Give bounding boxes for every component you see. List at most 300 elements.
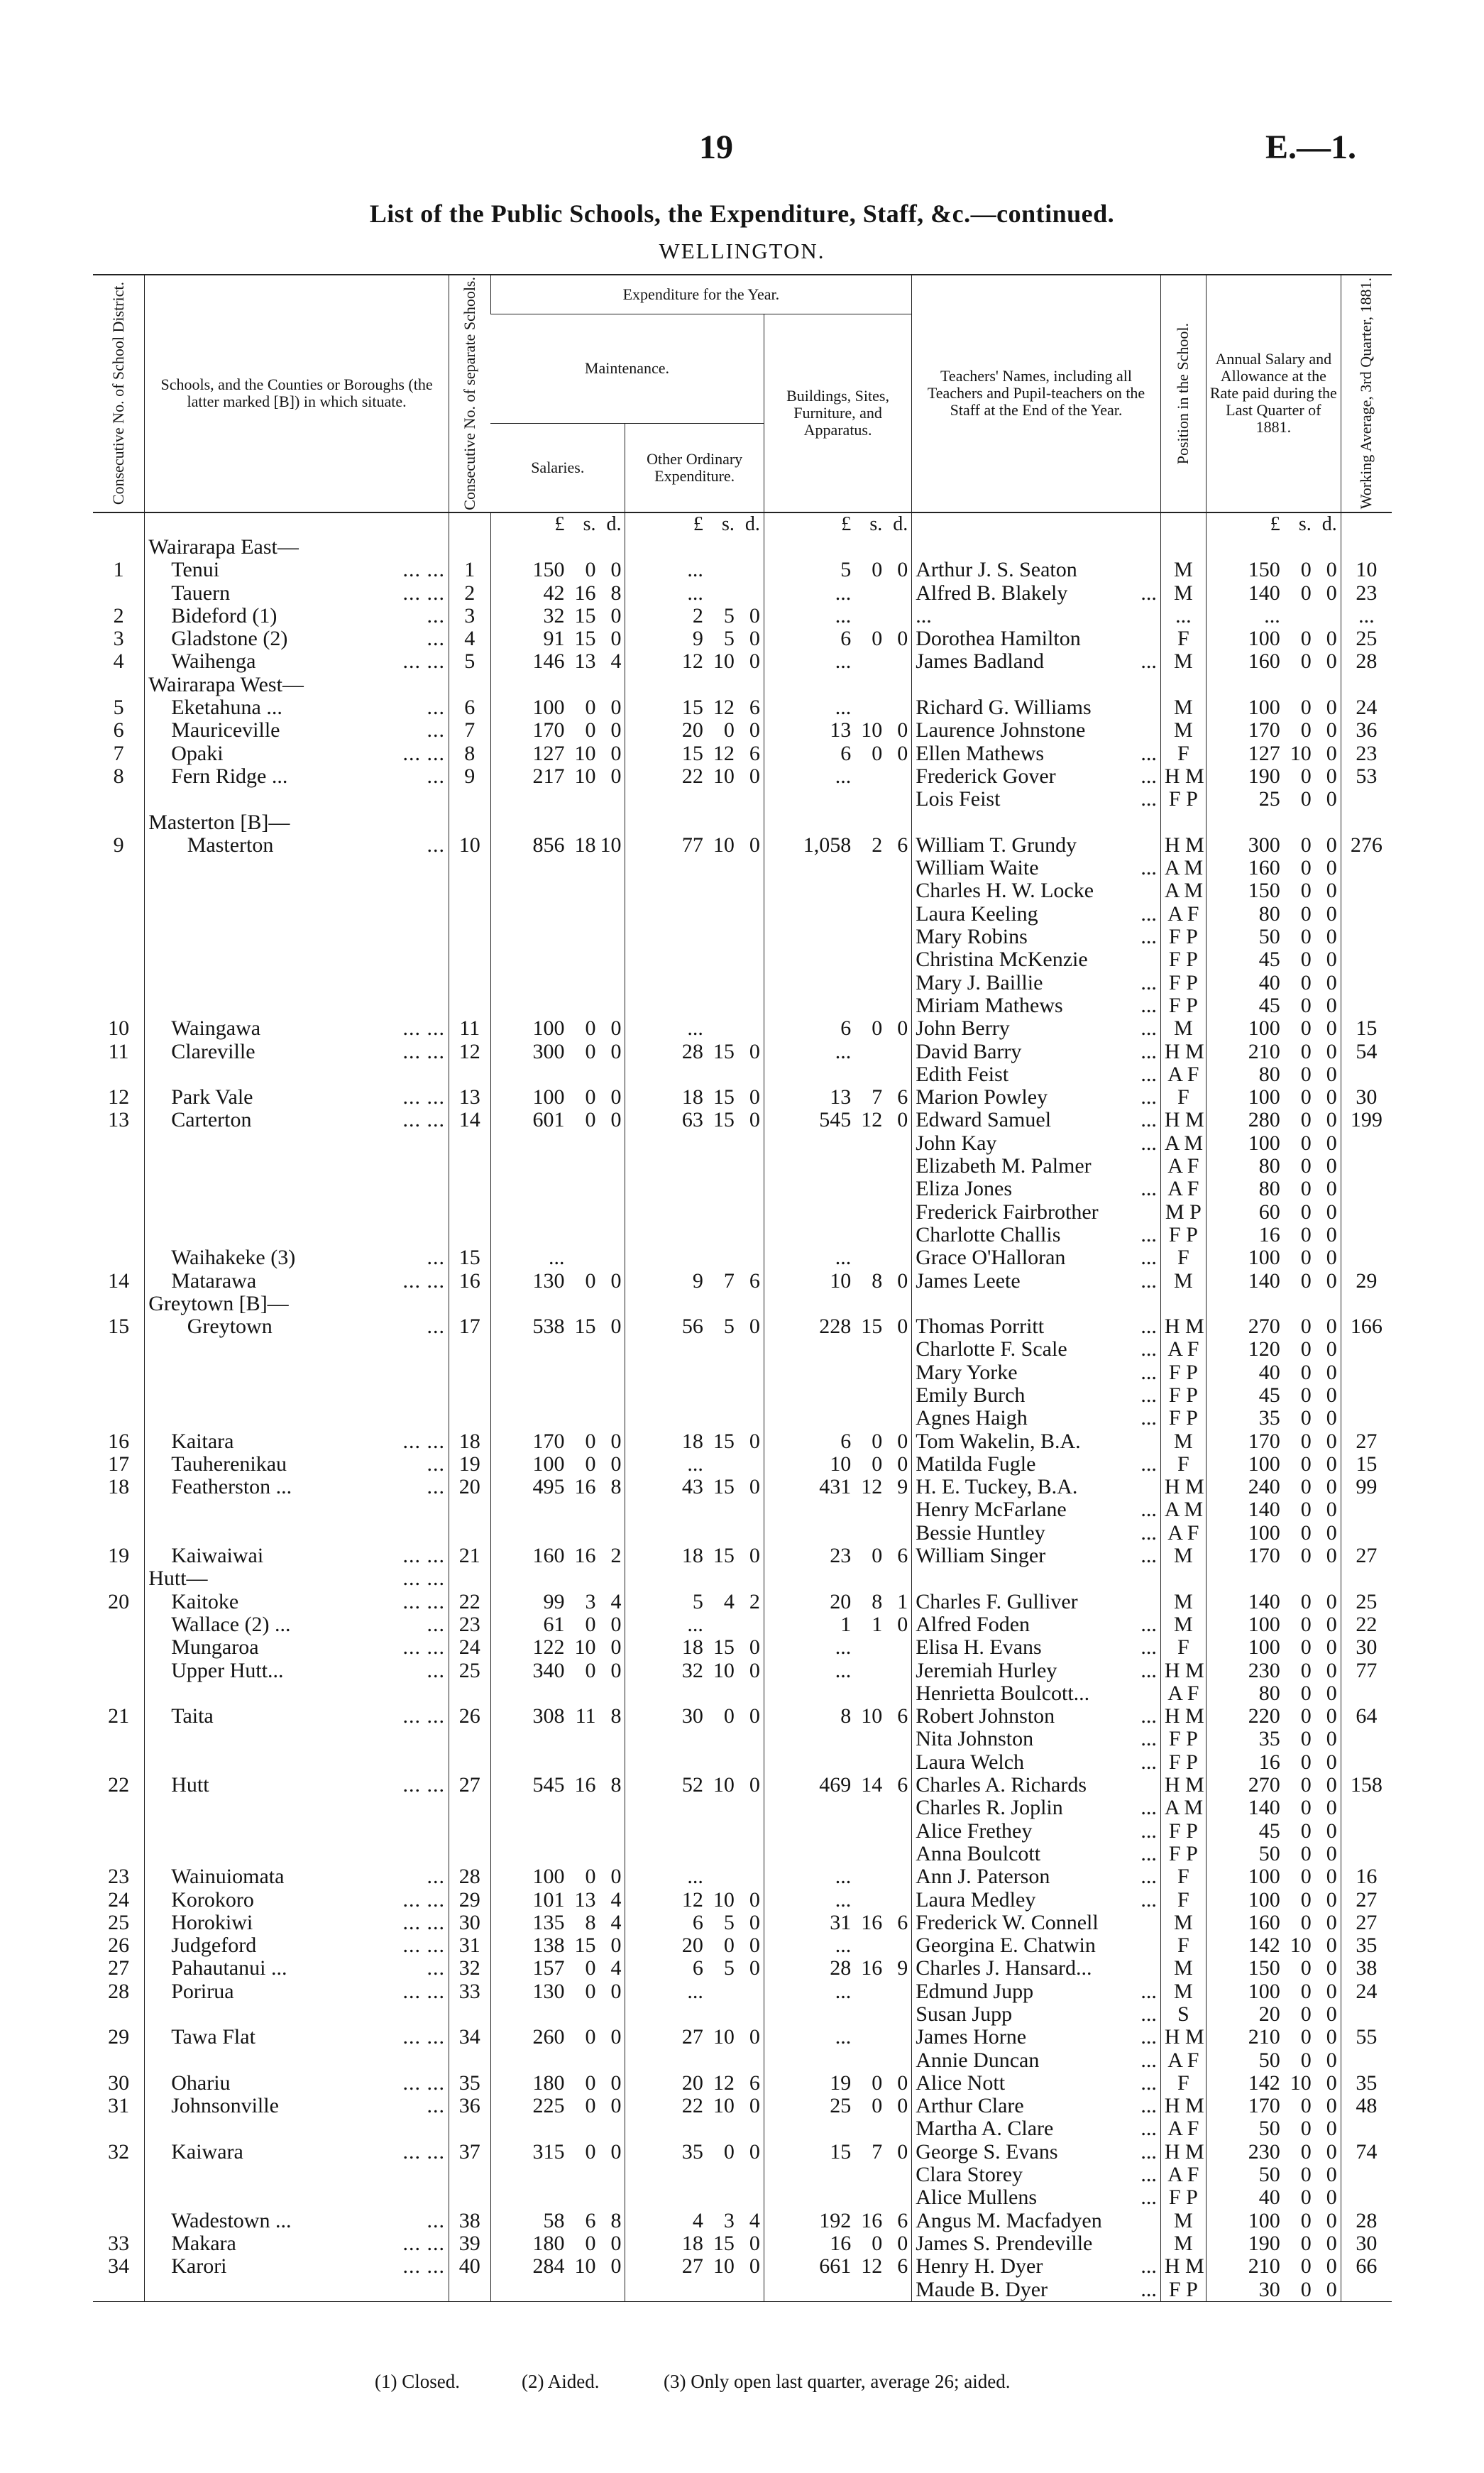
- working-average-cell: 28: [1341, 2210, 1392, 2232]
- annual-salary-cell: [1206, 1545, 1341, 1567]
- teacher-name: Frederick Fairbrother: [916, 1200, 1099, 1224]
- other-expenditure-cell: [625, 1660, 764, 1682]
- pounds: 100: [1248, 627, 1280, 651]
- school-name: Wairarapa West—: [148, 673, 304, 696]
- district-no-cell: 3: [113, 627, 124, 651]
- teacher-cell: [912, 1338, 1161, 1361]
- leader-dots: ... ...: [402, 1269, 445, 1293]
- other-expenditure-cell: [625, 1567, 764, 1590]
- teacher-entry: [916, 1246, 1157, 1269]
- school-cell: [145, 2186, 449, 2209]
- salaries-cell: [490, 2117, 625, 2140]
- annual-salary-cell: [1206, 1522, 1341, 1545]
- pence: [882, 605, 908, 627]
- teacher-entry: [916, 719, 1157, 742]
- shillings: 0: [585, 2232, 596, 2255]
- working-average-cell: [1341, 879, 1392, 902]
- teacher-entry: [916, 2186, 1157, 2209]
- position-cell: A F: [1160, 1155, 1206, 1178]
- leader-dots: ...: [1141, 2026, 1157, 2049]
- salaries-cell: [490, 674, 625, 696]
- buildings-cell: [764, 627, 911, 650]
- buildings-cell: [764, 2117, 911, 2140]
- teacher-name: Ellen Mathews: [916, 742, 1045, 765]
- pounds: 340: [532, 1659, 565, 1682]
- teacher-name: H. E. Tuckey, B.A.: [916, 1476, 1078, 1499]
- school-cell: [145, 834, 449, 857]
- district-no-cell: [93, 1567, 145, 1590]
- pence: 0: [1326, 1498, 1337, 1522]
- pounds: 130: [532, 1980, 565, 2003]
- teacher-entry: [916, 2003, 1157, 2026]
- pence: 0: [1326, 1109, 1337, 1132]
- position-cell: H M: [1160, 1315, 1206, 1338]
- pence: 0: [1326, 1590, 1337, 1613]
- buildings-cell: [764, 857, 911, 879]
- leader-dots: ... ...: [402, 2255, 445, 2279]
- buildings-cell: [764, 834, 911, 857]
- school-cell: [145, 2279, 449, 2302]
- teacher-name: Elizabeth M. Palmer: [916, 1155, 1092, 1178]
- school-cell: [145, 2049, 449, 2072]
- salaries-cell: [490, 1843, 625, 1865]
- teacher-cell: [912, 811, 1161, 834]
- district-no-cell: 22: [108, 1774, 130, 1797]
- buildings-cell: [764, 742, 911, 765]
- pounds: 50: [1258, 926, 1280, 949]
- teacher-name: Emily Burch: [916, 1383, 1026, 1407]
- school-no-cell: 3: [449, 605, 490, 627]
- salaries-cell: [490, 1774, 625, 1797]
- annual-salary-cell: [1206, 1636, 1341, 1659]
- pounds: 495: [532, 1476, 565, 1499]
- working-average-cell: 27: [1341, 1912, 1392, 1934]
- pounds: 25: [830, 2095, 852, 2118]
- shillings: 0: [1300, 1452, 1312, 1476]
- table-row: [93, 1063, 1392, 1086]
- position-cell: F P: [1160, 1224, 1206, 1246]
- annual-salary-cell: [1206, 1063, 1341, 1086]
- shillings: 0: [872, 1452, 883, 1476]
- shillings: 11: [575, 1705, 596, 1728]
- shillings: 0: [585, 2140, 596, 2164]
- teacher-entry: [916, 1751, 1157, 1774]
- leader-dots: ...: [1141, 1888, 1157, 1912]
- teacher-cell: [912, 627, 1161, 650]
- shillings: 0: [1300, 581, 1312, 605]
- teacher-cell: [912, 1660, 1161, 1682]
- teacher-entry: [916, 1201, 1157, 1224]
- school-no-cell: 37: [449, 2141, 490, 2164]
- teacher-entry: [916, 1522, 1157, 1545]
- leader-dots: ... ...: [402, 2140, 445, 2164]
- other-expenditure-cell: [625, 1934, 764, 1957]
- pounds: 50: [1258, 2164, 1280, 2187]
- pounds: 140: [1248, 1269, 1280, 1293]
- school-cell: [145, 1751, 449, 1774]
- school-entry: [148, 536, 445, 559]
- leader-dots: ...: [1141, 1246, 1157, 1270]
- pounds: 170: [1248, 2095, 1280, 2118]
- sal-amount: [495, 2095, 622, 2117]
- working-average-cell: 54: [1341, 1041, 1392, 1063]
- shillings: 0: [1300, 879, 1312, 903]
- teacher-name: John Kay: [916, 1131, 997, 1155]
- school-cell: [145, 1912, 449, 1934]
- school-no-cell: [449, 2164, 490, 2186]
- leader-dots: ...: [427, 1452, 445, 1476]
- district-no-cell: [93, 1293, 145, 1315]
- pounds: 45: [1258, 1819, 1280, 1843]
- school-entry: [148, 1246, 445, 1269]
- pence: 9: [897, 1476, 908, 1499]
- pence: 0: [897, 1430, 908, 1453]
- teacher-name: Lois Feist: [916, 788, 1001, 811]
- shillings: 5: [723, 604, 735, 627]
- other-expenditure-cell: [625, 674, 764, 696]
- school-cell: [145, 1705, 449, 1728]
- district-no-cell: [93, 2049, 145, 2072]
- header-teachers: Teachers' Names, including all Teachers and Pupil-teachers on the Staff at the End of the Year.: [912, 275, 1161, 512]
- school-no-cell: 7: [449, 719, 490, 742]
- school-entry: [148, 1865, 445, 1888]
- other-expenditure-cell: [625, 2255, 764, 2278]
- leader-dots: ...: [427, 1957, 445, 1980]
- pence: 0: [749, 650, 760, 674]
- school-no-cell: 23: [449, 1613, 490, 1636]
- school-no-cell: 14: [449, 1109, 490, 1131]
- teacher-entry: [916, 2072, 1157, 2095]
- buildings-cell: [764, 1453, 911, 1476]
- pounds: 18: [681, 2232, 703, 2255]
- sal-amount: [495, 1086, 622, 1109]
- school-entry: [148, 696, 445, 719]
- pence: 0: [1326, 1063, 1337, 1086]
- pounds: 22: [681, 2095, 703, 2118]
- sal-amount: [495, 1660, 622, 1682]
- leader-dots: ...: [1141, 1407, 1157, 1430]
- working-average-cell: 158: [1341, 1774, 1392, 1797]
- school-cell: [145, 1843, 449, 1865]
- pence: 0: [610, 1613, 622, 1636]
- working-average-cell: 27: [1341, 1430, 1392, 1453]
- position-cell: F: [1160, 1889, 1206, 1912]
- other-expenditure-cell: [625, 2049, 764, 2072]
- district-no-cell: [93, 1338, 145, 1361]
- school-name: Opaki: [171, 742, 224, 765]
- buildings-cell: [764, 2210, 911, 2232]
- other-expenditure-cell: [625, 1613, 764, 1636]
- oth-amount: [629, 1430, 759, 1453]
- table-row: [93, 2072, 1392, 2095]
- teacher-cell: [912, 1957, 1161, 1980]
- pounds: 228: [819, 1315, 852, 1339]
- salaries-cell: [490, 1109, 625, 1131]
- teacher-entry: [916, 1270, 1157, 1293]
- pence: 0: [610, 1040, 622, 1063]
- teacher-entry: [916, 1957, 1157, 1980]
- teacher-cell: [912, 1843, 1161, 1865]
- annual-salary-cell: [1206, 1086, 1341, 1109]
- table-row: [93, 1201, 1392, 1224]
- salaries-cell: [490, 1224, 625, 1246]
- sal-amount: [495, 696, 622, 719]
- school-cell: [145, 1613, 449, 1636]
- teacher-entry: [916, 765, 1157, 788]
- leader-dots: ... ...: [402, 1590, 445, 1613]
- pounds: ...: [835, 1934, 852, 1958]
- sal-amount: [495, 1613, 622, 1636]
- other-expenditure-cell: [625, 2117, 764, 2140]
- salaries-cell: [490, 1797, 625, 1819]
- pounds: 18: [681, 1430, 703, 1453]
- working-average-cell: 15: [1341, 1453, 1392, 1476]
- position-cell: M: [1160, 1017, 1206, 1040]
- annual-salary-cell: [1206, 2232, 1341, 2255]
- buildings-cell: [764, 605, 911, 627]
- annual-salary-cell: [1206, 765, 1341, 788]
- position-cell: F P: [1160, 972, 1206, 994]
- pence: 0: [897, 2071, 908, 2095]
- leader-dots: ... ...: [402, 1040, 445, 1063]
- buildings-cell: [764, 1843, 911, 1865]
- teacher-cell: [912, 2072, 1161, 2095]
- shillings: [703, 1865, 735, 1888]
- other-expenditure-cell: [625, 1178, 764, 1200]
- teacher-cell: [912, 1453, 1161, 1476]
- table-row: [93, 1660, 1392, 1682]
- shillings: 10: [713, 1774, 735, 1797]
- pence: 0: [749, 1430, 760, 1453]
- oth-amount: [629, 1017, 759, 1040]
- teacher-name: Henry H. Dyer: [916, 2255, 1043, 2279]
- header-other-expenditure: Other Ordinary Expenditure.: [625, 423, 764, 512]
- teacher-entry: [916, 1705, 1157, 1728]
- district-no-cell: [93, 1636, 145, 1659]
- teacher-cell: [912, 1017, 1161, 1040]
- salaries-cell: [490, 2095, 625, 2117]
- pence: 0: [1326, 2026, 1337, 2049]
- pounds: 220: [1248, 1705, 1280, 1728]
- school-cell: [145, 742, 449, 765]
- salaries-cell: [490, 1086, 625, 1109]
- other-expenditure-cell: [625, 1980, 764, 2003]
- pounds: 10: [830, 1269, 852, 1293]
- pence: 0: [897, 2232, 908, 2255]
- pounds: 210: [1248, 2026, 1280, 2049]
- annual-salary-cell: [1206, 605, 1341, 627]
- salaries-cell: [490, 1865, 625, 1888]
- oth-amount: [629, 696, 759, 719]
- pence: 10: [600, 833, 622, 857]
- shillings: 0: [872, 1017, 883, 1041]
- pence: 0: [749, 2140, 760, 2164]
- salaries-cell: [490, 765, 625, 788]
- pounds: 210: [1248, 1040, 1280, 1063]
- salaries-cell: [490, 605, 625, 627]
- pence: 0: [1326, 1315, 1337, 1339]
- unit-pound: £: [554, 512, 565, 535]
- school-cell: [145, 2210, 449, 2232]
- pounds: 50: [1258, 2049, 1280, 2072]
- school-entry: [148, 1705, 445, 1728]
- buildings-cell: [764, 1041, 911, 1063]
- shillings: 16: [861, 1911, 883, 1934]
- school-entry: [148, 605, 445, 627]
- district-no-cell: [93, 2164, 145, 2186]
- table-row: [93, 1224, 1392, 1246]
- school-entry: [148, 1041, 445, 1063]
- leader-dots: ... ...: [402, 1636, 445, 1660]
- leader-dots: ... ...: [402, 742, 445, 765]
- annual-salary-cell: [1206, 536, 1341, 559]
- salaries-cell: [490, 2164, 625, 2186]
- working-average-cell: 27: [1341, 1545, 1392, 1567]
- shillings: 15: [713, 1545, 735, 1568]
- shillings: 0: [1300, 902, 1312, 926]
- header-expenditure: Expenditure for the Year.: [490, 275, 912, 314]
- buildings-cell: [764, 650, 911, 673]
- teacher-entry: [916, 1797, 1157, 1819]
- district-no-cell: [93, 1201, 145, 1224]
- teacher-cell: [912, 1498, 1161, 1521]
- table-row: [93, 1407, 1392, 1430]
- annual-salary-cell: [1206, 1820, 1341, 1843]
- pounds: 6: [840, 1017, 852, 1041]
- pence: 6: [897, 1705, 908, 1728]
- salaries-cell: [490, 627, 625, 650]
- district-no-cell: 9: [113, 833, 124, 857]
- school-entry: [148, 1934, 445, 1957]
- district-no-cell: [93, 1407, 145, 1430]
- pounds: 15: [830, 2140, 852, 2164]
- shillings: 0: [585, 2026, 596, 2049]
- shillings: 0: [1300, 1200, 1312, 1224]
- teacher-cell: [912, 1224, 1161, 1246]
- teacher-cell: [912, 1980, 1161, 2003]
- other-expenditure-cell: [625, 742, 764, 765]
- buildings-cell: [764, 1774, 911, 1797]
- unit-pence: d.: [1321, 512, 1337, 535]
- oth-amount: [629, 559, 759, 581]
- other-expenditure-cell: [625, 1384, 764, 1407]
- shillings: 10: [713, 2255, 735, 2279]
- salaries-cell: [490, 1912, 625, 1934]
- school-no-cell: [449, 2186, 490, 2209]
- teacher-name: Marion Powley: [916, 1086, 1048, 1109]
- pence: 0: [1326, 1476, 1337, 1499]
- shillings: 0: [1300, 1865, 1312, 1889]
- oth-amount: [629, 1315, 759, 1338]
- sal-amount: [495, 742, 622, 765]
- school-cell: [145, 1338, 449, 1361]
- sal-amount: [495, 2026, 622, 2049]
- school-no-cell: [449, 1728, 490, 1750]
- leader-dots: ... ...: [402, 2232, 445, 2255]
- pounds: 23: [830, 1545, 852, 1568]
- teacher-name: Mary Robins: [916, 926, 1028, 949]
- sal-amount: [495, 605, 622, 627]
- pounds: 28: [830, 1957, 852, 1980]
- pounds: 170: [1248, 719, 1280, 742]
- district-no-cell: 23: [108, 1865, 130, 1889]
- buildings-cell: [764, 2049, 911, 2072]
- working-average-cell: 29: [1341, 1270, 1392, 1293]
- ann-amount: [1210, 1498, 1337, 1521]
- pence: 0: [1326, 650, 1337, 674]
- salaries-cell: [490, 719, 625, 742]
- shillings: 0: [1300, 1613, 1312, 1636]
- working-average-cell: [1341, 903, 1392, 926]
- oth-amount: [629, 719, 759, 742]
- school-cell: [145, 1682, 449, 1705]
- pence: 6: [749, 696, 760, 720]
- shillings: 0: [585, 1017, 596, 1041]
- teacher-cell: [912, 1361, 1161, 1384]
- ann-amount: [1210, 1361, 1337, 1384]
- pounds: 601: [532, 1109, 565, 1132]
- school-no-cell: 28: [449, 1865, 490, 1888]
- leader-dots: ...: [427, 1246, 445, 1270]
- leader-dots: ...: [427, 1476, 445, 1499]
- working-average-cell: [1341, 1201, 1392, 1224]
- bld-amount: [768, 696, 908, 719]
- working-average-cell: 30: [1341, 1086, 1392, 1109]
- leader-dots: ...: [1141, 1842, 1157, 1865]
- leader-dots: ... ...: [402, 2026, 445, 2049]
- shillings: 0: [1300, 948, 1312, 972]
- position-cell: F: [1160, 1086, 1206, 1109]
- position-cell: F: [1160, 1636, 1206, 1659]
- sal-amount: [495, 1865, 622, 1888]
- shillings: 0: [723, 1934, 735, 1958]
- working-average-cell: 38: [1341, 1957, 1392, 1980]
- sal-amount: [495, 2141, 622, 2164]
- pounds: 545: [532, 1774, 565, 1797]
- pounds: 127: [1248, 742, 1280, 765]
- salaries-cell: [490, 1636, 625, 1659]
- district-no-cell: [93, 1384, 145, 1407]
- buildings-cell: [764, 1591, 911, 1613]
- teacher-name: Elisa H. Evans: [916, 1636, 1042, 1660]
- pounds: ...: [1264, 604, 1280, 627]
- pence: 0: [897, 559, 908, 582]
- shillings: 0: [1300, 1017, 1312, 1041]
- shillings: 5: [723, 1315, 735, 1339]
- district-no-cell: 30: [108, 2071, 130, 2095]
- pounds: 170: [532, 719, 565, 742]
- teacher-cell: [912, 1246, 1161, 1269]
- school-no-cell: 39: [449, 2232, 490, 2255]
- table-row: [93, 559, 1392, 581]
- shillings: 16: [861, 1957, 883, 1980]
- pence: [735, 1865, 760, 1888]
- school-name: Masterton [B]—: [148, 811, 290, 834]
- oth-amount: [629, 1041, 759, 1063]
- school-no-cell: 5: [449, 650, 490, 673]
- teacher-cell: [912, 2095, 1161, 2117]
- teacher-name: Edmund Jupp: [916, 1980, 1034, 2003]
- district-no-cell: [93, 1361, 145, 1384]
- school-name: Carterton: [171, 1109, 252, 1132]
- teacher-entry: [916, 1912, 1157, 1934]
- buildings-cell: [764, 1889, 911, 1912]
- teacher-name: Charles R. Joplin: [916, 1797, 1063, 1820]
- pence: 0: [749, 1545, 760, 1568]
- shillings: 0: [585, 696, 596, 720]
- district-no-cell: 24: [108, 1888, 130, 1912]
- position-cell: M: [1160, 719, 1206, 742]
